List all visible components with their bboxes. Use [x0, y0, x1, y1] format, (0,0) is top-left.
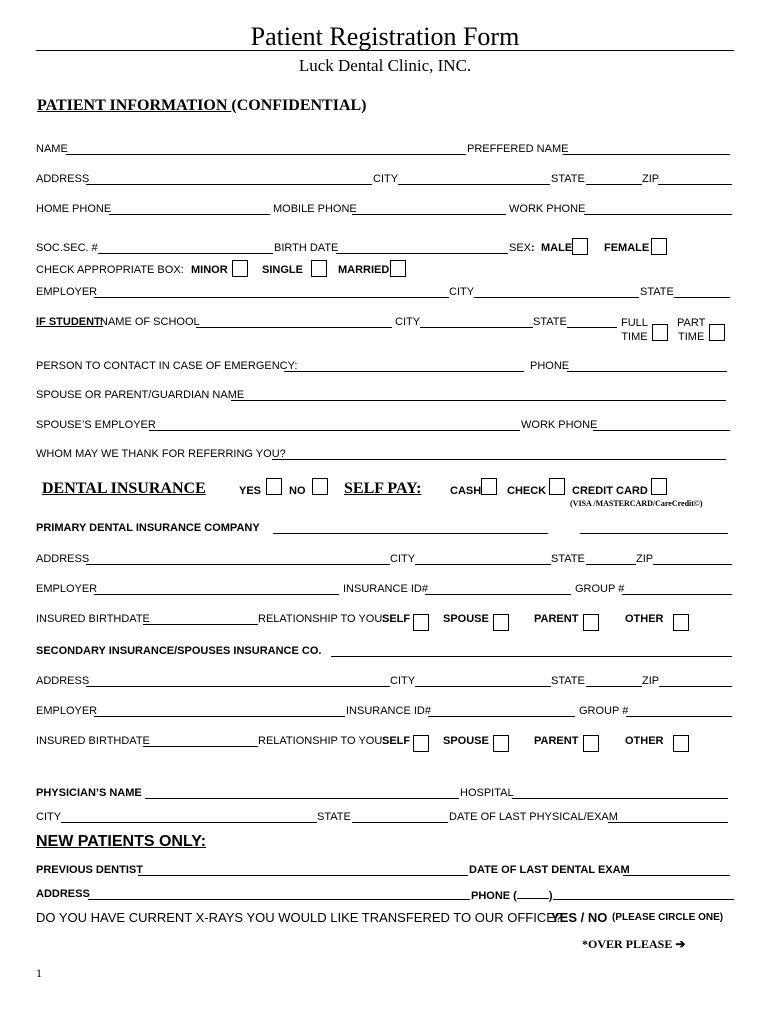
primary-city-field[interactable] — [415, 564, 551, 565]
primary-address-field[interactable] — [86, 564, 390, 565]
primary-employer-field[interactable] — [94, 594, 339, 595]
emergency-phone-field[interactable] — [567, 371, 727, 372]
primary-parent-label: PARENT — [534, 613, 579, 625]
primary-group-field[interactable] — [622, 594, 732, 595]
part-time-label: PART TIME — [677, 317, 706, 343]
physician-state-label: STATE — [317, 811, 351, 823]
new-patient-phone-label: PHONE ( ) — [471, 890, 553, 902]
home-phone-field[interactable] — [109, 214, 270, 215]
birth-date-label: BIRTH DATE — [274, 242, 339, 254]
city-label: CITY — [373, 173, 399, 185]
primary-relationship-label: RELATIONSHIP TO YOU: — [258, 613, 386, 625]
preferred-name-label: PREFFERED NAME — [467, 143, 569, 155]
arrow-right-icon: ➔ — [675, 937, 686, 951]
form-title: Patient Registration Form — [250, 22, 520, 51]
employer-city-field[interactable] — [474, 297, 639, 298]
part-time-checkbox[interactable] — [709, 324, 725, 341]
primary-employer-label: EMPLOYER — [36, 583, 98, 595]
secondary-city-field[interactable] — [415, 686, 551, 687]
primary-state-field[interactable] — [586, 564, 636, 565]
physician-name-label: PHYSICIAN’S NAME — [36, 787, 142, 799]
single-checkbox[interactable] — [311, 260, 327, 277]
secondary-parent-label: PARENT — [534, 735, 579, 747]
employer-field[interactable] — [94, 297, 449, 298]
check-label: CHECK — [507, 485, 547, 497]
secondary-city-label: CITY — [390, 675, 416, 687]
name-field[interactable] — [66, 154, 466, 155]
minor-label: MINOR — [191, 264, 228, 276]
dental-insurance-heading: DENTAL INSURANCE — [42, 480, 206, 497]
last-dental-exam-label: DATE OF LAST DENTAL EXAM — [469, 864, 630, 876]
last-physical-label: DATE OF LAST PHYSICAL/EXAM — [449, 811, 618, 823]
over-please-note: *OVER PLEASE ➔ — [582, 937, 686, 951]
school-state-label: STATE — [533, 316, 567, 328]
home-phone-label: HOME PHONE — [36, 203, 112, 215]
school-city-field[interactable] — [420, 327, 533, 328]
secondary-address-label: ADDRESS — [36, 675, 90, 687]
secondary-zip-field[interactable] — [659, 686, 732, 687]
last-dental-exam-field[interactable] — [623, 875, 730, 876]
previous-dentist-label: PREVIOUS DENTIST — [36, 864, 143, 876]
minor-checkbox[interactable] — [232, 260, 248, 277]
cash-label: CASH — [450, 485, 482, 497]
hospital-label: HOSPITAL — [460, 787, 514, 799]
single-label: SINGLE — [262, 264, 303, 276]
page-number: 1 — [36, 966, 42, 980]
mobile-phone-label: MOBILE PHONE — [273, 203, 357, 215]
physician-name-field[interactable] — [145, 798, 459, 799]
primary-insurance-id-field[interactable] — [425, 594, 571, 595]
primary-city-label: CITY — [390, 553, 416, 565]
name-label: NAME — [36, 143, 68, 155]
female-label: FEMALE — [604, 242, 650, 254]
cash-checkbox[interactable] — [481, 478, 497, 495]
new-patient-address-label: ADDRESS — [36, 888, 90, 900]
spouses-employer-field[interactable] — [149, 430, 520, 431]
zip-field[interactable] — [658, 184, 732, 185]
patient-info-heading: PATIENT INFORMATION (CONFIDENTIAL) — [37, 97, 367, 114]
primary-insurance-id-label: INSURANCE ID# — [343, 583, 428, 595]
secondary-other-label: OTHER — [625, 735, 664, 747]
last-physical-field[interactable] — [608, 822, 728, 823]
primary-address-label: ADDRESS — [36, 553, 90, 565]
sex-label: SEX: — [509, 242, 535, 254]
primary-zip-label: ZIP — [636, 553, 654, 565]
clinic-name: Luck Dental Clinic, INC. — [298, 56, 472, 75]
male-label: MALE — [541, 242, 573, 254]
xrays-question: DO YOU HAVE CURRENT X-RAYS YOU WOULD LIKE TRANSFERED TO OUR OFFICE? — [36, 910, 563, 925]
primary-state-label: STATE — [551, 553, 585, 565]
primary-other-label: OTHER — [625, 613, 664, 625]
school-name-field[interactable] — [196, 327, 392, 328]
physician-city-label: CITY — [36, 811, 62, 823]
hospital-field[interactable] — [512, 798, 728, 799]
physician-city-field[interactable] — [61, 822, 317, 823]
male-checkbox[interactable] — [572, 238, 588, 255]
secondary-insured-birthdate-field[interactable] — [143, 746, 258, 747]
secondary-group-field[interactable] — [626, 716, 732, 717]
insurance-no-label: NO — [289, 485, 306, 497]
employer-label: EMPLOYER — [36, 286, 98, 298]
secondary-state-field[interactable] — [586, 686, 642, 687]
referring-field[interactable] — [272, 459, 726, 460]
address-field[interactable] — [86, 184, 372, 185]
secondary-group-label: GROUP # — [579, 705, 629, 717]
spouse-parent-field[interactable] — [231, 400, 726, 401]
spouse-parent-label: SPOUSE OR PARENT/GUARDIAN NAME — [36, 389, 245, 401]
secondary-other-checkbox[interactable] — [673, 735, 689, 752]
card-types-note: (VISA /MASTERCARD/CareCredit©) — [570, 499, 703, 508]
emergency-contact-label: PERSON TO CONTACT IN CASE OF EMERGENCY: — [36, 360, 298, 372]
circle-one-note: (PLEASE CIRCLE ONE) — [612, 912, 724, 923]
secondary-employer-label: EMPLOYER — [36, 705, 98, 717]
primary-spouse-label: SPOUSE — [443, 613, 489, 625]
insurance-no-checkbox[interactable] — [312, 478, 328, 495]
emergency-contact-field[interactable] — [284, 371, 524, 372]
employer-city-label: CITY — [449, 286, 475, 298]
address-label: ADDRESS — [36, 173, 90, 185]
ssn-label: SOC.SEC. # — [36, 242, 98, 254]
secondary-state-label: STATE — [551, 675, 585, 687]
secondary-address-field[interactable] — [86, 686, 390, 687]
school-state-field[interactable] — [567, 327, 617, 328]
secondary-self-label: SELF — [382, 735, 411, 747]
full-time-label: FULL TIME — [621, 317, 648, 343]
secondary-insurance-id-label: INSURANCE ID# — [346, 705, 431, 717]
employer-state-label: STATE — [640, 286, 674, 298]
secondary-employer-field[interactable] — [94, 716, 345, 717]
primary-parent-checkbox[interactable] — [583, 614, 599, 631]
insurance-yes-checkbox[interactable] — [266, 478, 282, 495]
mobile-phone-field[interactable] — [352, 214, 506, 215]
secondary-parent-checkbox[interactable] — [583, 735, 599, 752]
xrays-yes-no[interactable]: YES / NO — [551, 910, 608, 925]
insurance-yes-label: YES — [239, 485, 262, 497]
emergency-phone-label: PHONE — [530, 360, 570, 372]
school-name-label: NAME OF SCHOOL — [100, 316, 200, 328]
spouses-employer-label: SPOUSE’S EMPLOYER — [36, 419, 156, 431]
work-phone-label: WORK PHONE — [509, 203, 586, 215]
secondary-insurance-id-field[interactable] — [428, 716, 575, 717]
credit-card-label: CREDIT CARD — [572, 485, 648, 497]
state-field[interactable] — [586, 184, 642, 185]
physician-state-field[interactable] — [352, 822, 448, 823]
secondary-spouse-checkbox[interactable] — [493, 735, 509, 752]
credit-card-checkbox[interactable] — [651, 478, 667, 495]
primary-self-checkbox[interactable] — [413, 614, 429, 631]
primary-insurance-field-2[interactable] — [580, 533, 728, 534]
married-checkbox[interactable] — [390, 260, 406, 277]
primary-insured-birthdate-label: INSURED BIRTHDATE — [36, 613, 150, 625]
ssn-field[interactable] — [98, 253, 273, 254]
primary-other-checkbox[interactable] — [673, 614, 689, 631]
secondary-relationship-label: RELATIONSHIP TO YOU: — [258, 735, 386, 747]
work-phone-field[interactable] — [584, 214, 732, 215]
primary-insurance-label: PRIMARY DENTAL INSURANCE COMPANY — [36, 522, 260, 534]
check-checkbox[interactable] — [549, 478, 565, 495]
primary-spouse-checkbox[interactable] — [493, 614, 509, 631]
female-checkbox[interactable] — [651, 238, 667, 255]
full-time-checkbox[interactable] — [652, 324, 668, 341]
new-patients-heading: NEW PATIENTS ONLY: — [36, 833, 207, 850]
primary-insurance-field[interactable] — [273, 533, 548, 534]
secondary-zip-label: ZIP — [642, 675, 660, 687]
state-label: STATE — [551, 173, 585, 185]
secondary-insured-birthdate-label: INSURED BIRTHDATE — [36, 735, 150, 747]
primary-insured-birthdate-field[interactable] — [143, 624, 258, 625]
secondary-insurance-field[interactable] — [331, 656, 732, 657]
secondary-self-checkbox[interactable] — [413, 735, 429, 752]
spouse-work-phone-field[interactable] — [593, 430, 730, 431]
title-rule — [36, 50, 734, 51]
married-label: MARRIED — [338, 264, 390, 276]
secondary-spouse-label: SPOUSE — [443, 735, 489, 747]
secondary-insurance-label: SECONDARY INSURANCE/SPOUSES INSURANCE CO. — [36, 645, 322, 657]
zip-label: ZIP — [642, 173, 660, 185]
check-box-label: CHECK APPROPRIATE BOX: — [36, 264, 184, 276]
self-pay-heading: SELF PAY: — [344, 480, 422, 497]
new-patient-phone-field[interactable] — [553, 899, 734, 900]
spouse-work-phone-label: WORK PHONE — [521, 419, 598, 431]
birth-date-field[interactable] — [336, 253, 508, 254]
if-student-label: IF STUDENT: — [36, 316, 104, 328]
primary-group-label: GROUP # — [575, 583, 625, 595]
primary-zip-field[interactable] — [653, 564, 732, 565]
previous-dentist-field[interactable] — [138, 875, 468, 876]
new-patient-address-field[interactable] — [88, 899, 470, 900]
school-city-label: CITY — [395, 316, 421, 328]
employer-state-field[interactable] — [674, 297, 730, 298]
referring-label: WHOM MAY WE THANK FOR REFERRING YOU? — [36, 448, 286, 460]
primary-self-label: SELF — [382, 613, 411, 625]
city-field[interactable] — [398, 184, 550, 185]
preferred-name-field[interactable] — [563, 154, 730, 155]
